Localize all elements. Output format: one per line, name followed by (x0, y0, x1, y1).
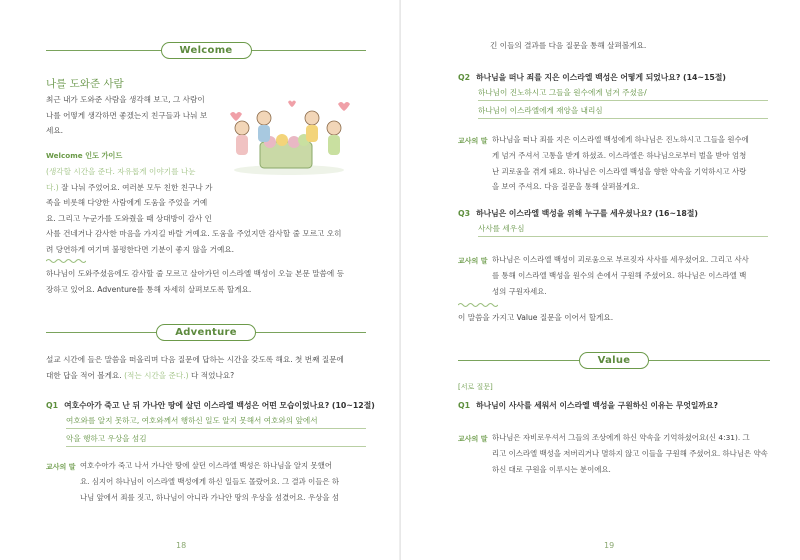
guide-note: (생각할 시간을 준다. 자유롭게 이야기를 나눈 (46, 167, 196, 176)
guide-text (46, 164, 356, 257)
answer-line: 여호와를 알지 못하고, 여호와께서 행하신 일도 알지 못해서 여호와의 앞에서 (66, 412, 366, 429)
adventure-line: 설교 시간에 들은 말씀을 떠올리며 다음 질문에 답하는 시간을 갖도록 해요. 첫 번째 질문에 (46, 355, 344, 364)
welcome-section-header (46, 40, 366, 60)
guide-label: Welcome 인도 가이드 (46, 151, 123, 160)
teacher-line: 요. 심지어 하나님이 이스라엘 백성에게 하신 일들도 몰랐어요. 그 결과 이들은 하 (80, 476, 340, 486)
header-rule (46, 332, 156, 333)
question-text: 하나님은 이스라엘 백성을 위해 누구를 세우셨나요? (16~18절) (476, 209, 698, 218)
teacher-label: 교사의 말 (458, 435, 488, 443)
question-number: Q1 (458, 401, 471, 410)
guide-line: 사를 건네거나 감사한 마음을 가지길 바랄 거예요. 도움을 주었지만 감사할 줄 모르고 오히 (46, 229, 342, 238)
teacher-line: 하나님은 이스라엘 백성이 괴로움으로 부르짖자 사사를 세우셨어요. 그리고 사사 (492, 255, 749, 264)
intro-line: 세요. (46, 126, 64, 135)
intro-line: 최근 내가 도와준 사람을 생각해 보고, 그 사람이 (46, 95, 205, 104)
question-text: 하나님이 사사를 세워서 이스라엘 백성을 구원하신 이유는 무엇일까요? (476, 401, 719, 410)
guide-line (46, 164, 356, 180)
adventure-pill: Adventure (156, 324, 256, 341)
intro-line: 나를 어떻게 생각하면 좋겠는지 친구들과 나눠 보 (46, 110, 208, 120)
question-1 (46, 400, 375, 411)
teacher-text (492, 430, 782, 477)
guide-line: 족을 비롯해 다양한 사람에게 도움을 주었을 거예 (46, 198, 208, 207)
question-3 (458, 208, 698, 219)
page-number: 19 (604, 541, 615, 550)
header-rule (458, 360, 579, 361)
answer-line: 하나님이 진노하시고 그들을 원수에게 넘겨 주셨음/ (478, 84, 768, 101)
teacher-line: 를 통해 이스라엘 백성을 원수의 손에서 구원해 주셨어요. 하나님은 이스라엘 백 (492, 270, 747, 280)
bridge-text (46, 266, 376, 297)
guide-line: 요. 그리고 누군가를 도와줬을 때 상대방이 감사 인 (46, 213, 213, 223)
teacher-text (80, 458, 380, 505)
question-2 (458, 72, 726, 83)
welcome-title: 나를 도와준 사람 (46, 78, 124, 90)
adventure-section-header (46, 322, 366, 342)
guide-line (46, 180, 356, 196)
teacher-line: 난 괴로움을 겪게 돼요. 하나님은 이스라엘 백성을 향한 약속을 기억하시고 사랑 (492, 166, 747, 176)
guide-note: 다.) (46, 182, 59, 192)
value-section-header (458, 350, 770, 370)
teacher-line: 하나님은 자비로우셔서 그들의 조상에게 하신 약속을 기억하셨어요(신 4:31). 그 (492, 433, 750, 442)
wave-divider (46, 258, 86, 264)
teacher-line: 하신 대로 구원을 이루시는 분이에요. (492, 464, 611, 474)
teacher-text (492, 132, 782, 195)
guide-rest: 잘 나눠 주었어요. 여러분 모두 친한 친구나 가 (58, 182, 213, 192)
teacher-label: 교사의 말 (46, 463, 76, 471)
page-number: 18 (176, 541, 187, 550)
answer-line: 악을 행하고 우상을 섬김 (66, 430, 366, 447)
question-text: 여호수아가 죽고 난 뒤 가나안 땅에 살던 이스라엘 백성은 어떤 모습이었나요? (10~12절) (64, 401, 375, 410)
answer-line: 사사를 세우심 (478, 220, 768, 237)
value-question-1 (458, 400, 718, 411)
teacher-text (492, 252, 782, 299)
teacher-line: 리고 이스라엘 백성을 저버리거나 멸하지 않고 이들을 구원해 주셨어요. 하나님은 약속 (492, 448, 768, 458)
teacher-label: 교사의 말 (458, 137, 488, 145)
header-rule (252, 50, 367, 51)
adventure-text: 다 적었나요? (188, 370, 235, 380)
teacher-line: 나님 앞에서 죄를 짓고, 하나님이 아니라 가나안 땅의 우상을 섬겼어요. 우상을 섬 (80, 492, 340, 502)
right-page (400, 0, 800, 560)
teacher-label: 교사의 말 (458, 257, 488, 265)
bridge-line: 이 말씀을 가지고 Value 질문을 이어서 할게요. (458, 313, 614, 322)
adventure-text: 대한 답을 적어 볼게요. (46, 370, 125, 380)
adventure-line (46, 368, 376, 384)
teacher-line: 게 넘겨 주셔서 고통을 받게 하셨죠. 이스라엘은 하나님으로부터 벌을 받아 엄청 (492, 150, 747, 160)
teacher-line: 여호수아가 죽고 나서 가나안 땅에 살던 이스라엘 백성은 하나님을 알지 못했어 (80, 461, 332, 470)
header-rule (256, 332, 366, 333)
question-number: Q1 (46, 401, 59, 410)
value-pill: Value (579, 352, 650, 369)
question-number: Q3 (458, 209, 471, 218)
header-rule (46, 50, 161, 51)
header-rule (649, 360, 770, 361)
adventure-intro (46, 352, 376, 383)
question-number: Q2 (458, 73, 471, 82)
welcome-pill: Welcome (161, 42, 252, 59)
answer-line: 하나님이 이스라엘에게 재앙을 내리심 (478, 102, 768, 119)
teacher-line: 을 보여 주셔요. 다음 질문을 통해 살펴볼게요. (492, 182, 640, 192)
continued-line: 긴 이들의 결과를 다음 질문을 통해 살펴볼게요. (490, 41, 647, 50)
bridge-line: 하나님이 도와주셨음에도 감사할 줄 모르고 살아가던 이스라엘 백성이 오늘 본문 말씀에 등 (46, 269, 344, 278)
teacher-line: 성의 구원자세요. (492, 286, 547, 296)
question-text: 하나님을 떠나 죄를 지은 이스라엘 백성은 어떻게 되었나요? (14~15절) (476, 73, 726, 82)
teacher-line: 하나님을 떠나 죄를 지은 이스라엘 백성에게 하나님은 진노하시고 그들을 원수에 (492, 135, 749, 144)
adventure-note: (적는 시간을 준다.) (124, 370, 189, 380)
guide-line: 려 당연하게 여기며 불평한다면 기분이 좋지 않을 거예요. (46, 244, 235, 254)
wave-divider (458, 302, 498, 308)
bridge-line: 장하고 있어요. Adventure를 통해 자세히 살펴보도록 할게요. (46, 284, 252, 294)
mutual-question-label: [서로 질문] (458, 383, 493, 391)
